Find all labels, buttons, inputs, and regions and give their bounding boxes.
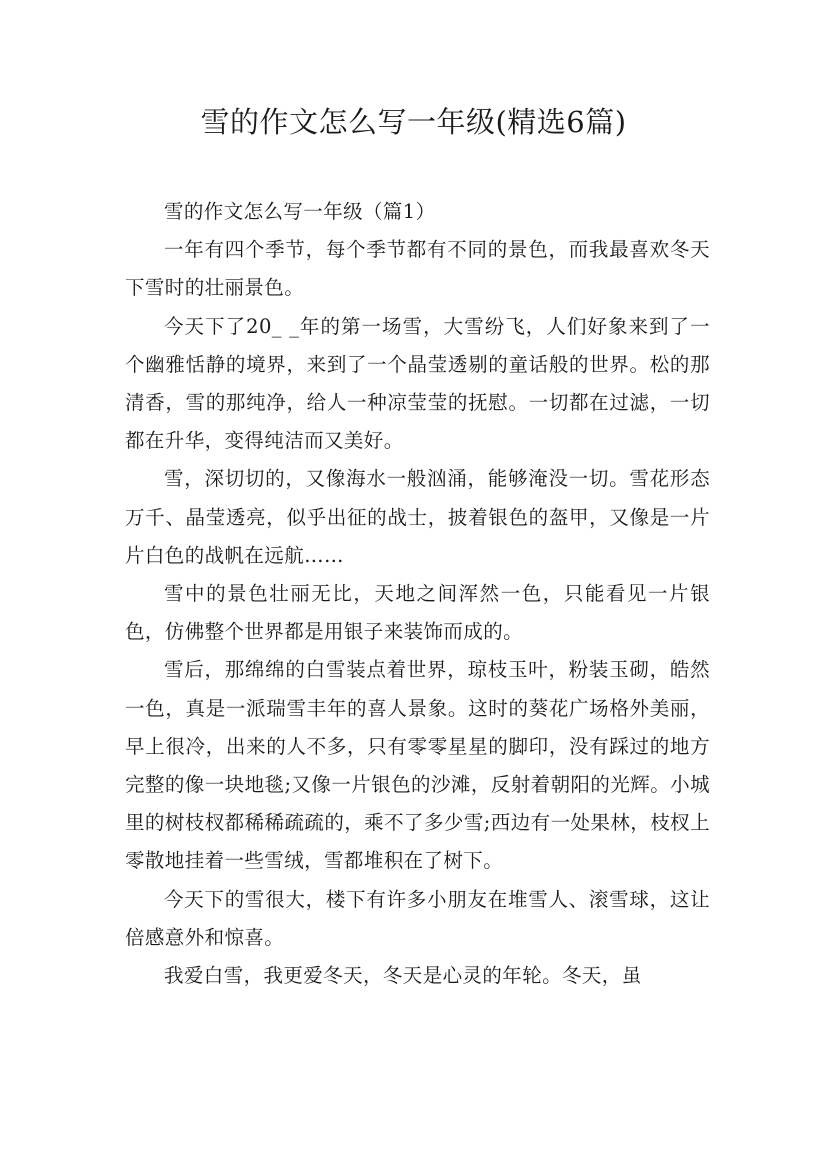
- paragraph: 今天下了20_ _年的第一场雪，大雪纷飞，人们好象来到了一个幽雅恬静的境界，来到了一个晶莹透剔的童话般的世界。松的那清香，雪的那纯净，给人一种凉莹莹的抚慰。一切都在过滤，一切都在升华，变得纯洁而又美好。: [125, 314, 710, 453]
- document-body: [125, 193, 710, 995]
- paragraph: 一年有四个季节，每个季节都有不同的景色，而我最喜欢冬天下雪时的壮丽景色。: [125, 238, 710, 300]
- section-heading: 雪的作文怎么写一年级（篇1）: [164, 200, 436, 223]
- document-title: 雪的作文怎么写一年级(精选6篇): [200, 105, 627, 139]
- paragraph: 雪，深切切的，又像海水一般汹涌，能够淹没一切。雪花形态万千、晶莹透亮，似乎出征的战士，披着银色的盔甲，又像是一片片白色的战帆在远航……: [125, 467, 710, 567]
- paragraph: 我爱白雪，我更爱冬天，冬天是心灵的年轮。冬天，虽: [164, 964, 642, 988]
- paragraph: 雪后，那绵绵的白雪装点着世界，琼枝玉叶，粉装玉砌，皓然一色，真是一派瑞雪丰年的喜人景象。这时的葵花广场格外美丽，早上很冷，出来的人不多，只有零零星星的脚印，没有踩过的地方完整的像一块地毯;又像一片银色的沙滩，反射着朝阳的光辉。小城里的树枝杈都稀稀疏疏的，乘不了多少雪;西边有一处果林，枝杈上零散地挂着一些雪绒，雪都堆积在了树下。: [125, 658, 710, 873]
- paragraph: 雪中的景色壮丽无比，天地之间浑然一色，只能看见一片银色，仿佛整个世界都是用银子来装饰而成的。: [125, 582, 710, 644]
- paragraph: 今天下的雪很大，楼下有许多小朋友在堆雪人、滚雪球，这让倍感意外和惊喜。: [125, 887, 710, 949]
